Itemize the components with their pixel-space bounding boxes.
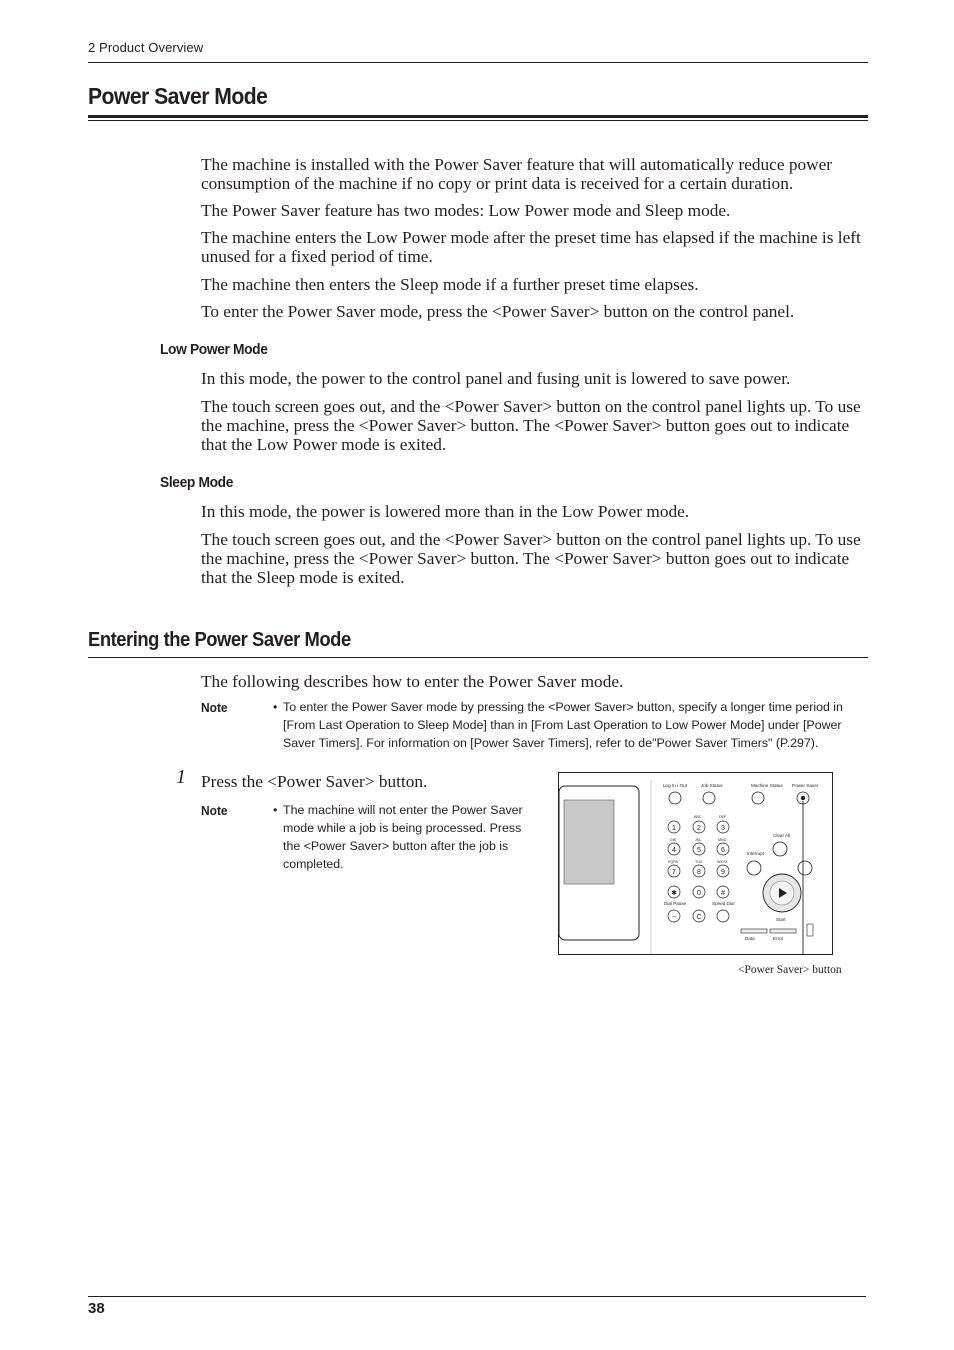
- def-label: DEF: [719, 815, 727, 819]
- ghi-label: GHI: [670, 838, 677, 842]
- speed-dial-label: Speed Dial: [712, 901, 735, 906]
- start-label: Start: [776, 917, 786, 922]
- sleep-paragraph: In this mode, the power is lowered more than in the Low Power mode.: [201, 502, 690, 521]
- key-5: 5: [697, 847, 701, 854]
- sleep-heading: Sleep Mode: [160, 474, 234, 491]
- entering-intro: The following describes how to enter the Power Saver mode.: [201, 672, 624, 691]
- error-label: Error: [773, 936, 784, 941]
- title-rule-thin: [88, 120, 868, 121]
- running-header: 2 Product Overview: [88, 40, 204, 55]
- low-power-heading: Low Power Mode: [160, 341, 268, 358]
- header-rule: [88, 62, 868, 63]
- intro-paragraph: The machine then enters the Sleep mode if a further preset time elapses.: [201, 275, 699, 294]
- machine-status-label: Machine Status: [751, 783, 783, 788]
- note-bullet: •: [273, 700, 278, 714]
- figure-caption: <Power Saver> button: [738, 964, 842, 976]
- intro-paragraph: The machine enters the Low Power mode after the preset time has elapsed if the machine is left unused for a fixed period of time.: [201, 228, 861, 266]
- power-saver-indicator: [801, 796, 805, 800]
- log-in-out-label: Log In / Out: [663, 783, 688, 788]
- dial-pause-label: Dial Pause: [664, 901, 687, 906]
- page-title: Power Saver Mode: [88, 83, 268, 109]
- tuv-label: TUV: [695, 860, 703, 864]
- title-rule-thick: [88, 115, 868, 118]
- key-hash: #: [721, 890, 725, 897]
- low-power-paragraph: In this mode, the power to the control panel and fusing unit is lowered to save power.: [201, 369, 791, 388]
- step-number: 1: [176, 766, 186, 788]
- intro-paragraph: To enter the Power Saver mode, press the <Power Saver> button on the control panel.: [201, 302, 795, 321]
- keypad-key: [717, 910, 729, 922]
- wxyz-label: WXYZ: [717, 860, 728, 864]
- interrupt-label: Interrupt: [747, 851, 765, 856]
- note-text: The machine will not enter the Power Saver mode while a job is being processed. Press the <Power Saver> button after the job is completed.: [283, 803, 523, 871]
- key-8: 8: [697, 869, 701, 876]
- interrupt-button: [747, 861, 761, 875]
- side-button: [798, 861, 812, 875]
- key-4: 4: [672, 847, 676, 854]
- section-rule: [88, 657, 868, 658]
- data-label: Data: [745, 936, 755, 941]
- note-label: Note: [201, 803, 228, 818]
- pqrs-label: PQRS: [668, 860, 679, 864]
- control-panel-illustration: [558, 772, 833, 955]
- section-heading: Entering the Power Saver Mode: [88, 629, 351, 651]
- mno-label: MNO: [718, 838, 727, 842]
- job-status-button: [703, 792, 715, 804]
- power-saver-label: Power Saver: [792, 783, 819, 788]
- clear-all-button: [773, 842, 787, 856]
- note-text: To enter the Power Saver mode by pressing the <Power Saver> button, specify a longer time period in [From Last Operation to Sleep Mode] than in [From Last Operation to Low Power Mode] under [Power Saver Timers]. For information on [Power Saver Timers], refer to de"Power Saver Timers" (P.297).: [283, 700, 843, 750]
- log-in-button: [669, 792, 681, 804]
- key-c: C: [696, 914, 702, 921]
- key-3: 3: [721, 825, 725, 832]
- key-2: 2: [697, 825, 701, 832]
- note-label: Note: [201, 700, 228, 715]
- key-star: ✱: [671, 890, 677, 897]
- intro-paragraph: The machine is installed with the Power Saver feature that will automatically reduce power consumption of the machine if no copy or print data is received for a certain duration.: [201, 155, 833, 193]
- machine-status-button: [752, 792, 764, 804]
- key-6: 6: [721, 847, 725, 854]
- key-9: 9: [721, 869, 725, 876]
- footer-rule: [88, 1296, 866, 1297]
- abc-label: ABC: [694, 815, 702, 819]
- key-1: 1: [672, 825, 676, 832]
- key-dash: −: [671, 914, 677, 921]
- job-status-label: Job Status: [701, 783, 723, 788]
- step-text: Press the <Power Saver> button.: [201, 772, 428, 791]
- note-bullet: •: [273, 803, 278, 817]
- intro-paragraph: The Power Saver feature has two modes: Low Power mode and Sleep mode.: [201, 201, 731, 220]
- sleep-paragraph: The touch screen goes out, and the <Power Saver> button on the control panel lights up. To use the machine, press the <Power Saver> button. The <Power Saver> button goes out to indicate that the Sleep mode is exited.: [201, 530, 861, 587]
- page-number: 38: [88, 1300, 105, 1317]
- touch-screen: [564, 800, 614, 884]
- key-7: 7: [672, 869, 676, 876]
- key-0: 0: [697, 890, 701, 897]
- clear-all-label: Clear All: [773, 833, 791, 838]
- jkl-label: JKL: [695, 838, 702, 842]
- low-power-paragraph: The touch screen goes out, and the <Power Saver> button on the control panel lights up. To use the machine, press the <Power Saver> button. The <Power Saver> button goes out to indicate that the Low Power mode is exited.: [201, 397, 861, 454]
